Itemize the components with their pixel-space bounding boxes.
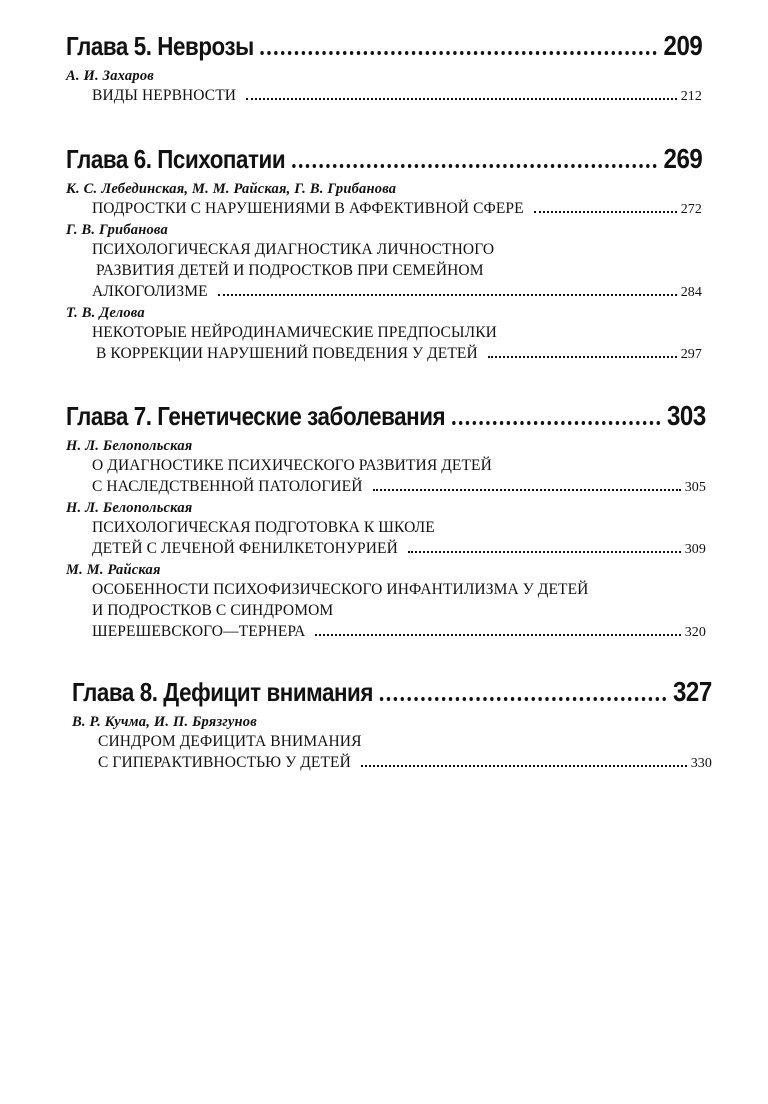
dot-leader — [292, 164, 657, 168]
toc-entry[interactable] — [92, 198, 702, 220]
dot-leader — [218, 294, 677, 296]
entry-title-line: С НАСЛЕДСТВЕННОЙ ПАТОЛОГИЕЙ — [92, 478, 363, 495]
dot-leader — [261, 51, 657, 55]
entry-title-line: РАЗВИТИЯ ДЕТЕЙ И ПОДРОСТКОВ ПРИ СЕМЕЙНОМ — [96, 262, 484, 279]
dot-leader — [380, 697, 666, 701]
toc-entry[interactable] — [98, 731, 712, 774]
dot-leader — [488, 356, 677, 358]
entry-author: М. М. Райская — [66, 562, 161, 578]
entry-title-line: СИНДРОМ ДЕФИЦИТА ВНИМАНИЯ — [98, 733, 362, 750]
entry-title-line: ОСОБЕННОСТИ ПСИХОФИЗИЧЕСКОГО ИНФАНТИЛИЗМА У ДЕТЕЙ — [92, 581, 589, 598]
entry-page: 305 — [684, 480, 706, 495]
entry-author: В. Р. Кучма, И. П. Брязгунов — [72, 714, 257, 730]
toc-entry[interactable] — [92, 322, 702, 365]
entry-page: 212 — [680, 89, 702, 104]
chapter-8 — [72, 676, 712, 774]
dot-leader — [361, 765, 687, 767]
chapter-5 — [66, 30, 702, 107]
entry-author: Т. В. Делова — [66, 305, 145, 321]
toc-entry[interactable] — [92, 85, 702, 107]
entry-page: 297 — [680, 347, 702, 362]
entry-page: 330 — [690, 756, 712, 771]
entry-author: Н. Л. Белопольская — [66, 500, 193, 516]
toc-entry[interactable] — [92, 579, 706, 643]
chapter-title: Глава 8. Дефицит внимания — [72, 677, 373, 707]
chapter-6 — [66, 143, 702, 365]
entry-page: 320 — [684, 625, 706, 640]
entry-page: 272 — [680, 202, 702, 217]
dot-leader — [373, 489, 681, 491]
toc-entry[interactable] — [92, 455, 706, 498]
chapter-heading[interactable] — [66, 400, 706, 432]
dot-leader — [315, 634, 680, 636]
entry-title-line: С ГИПЕРАКТИВНОСТЬЮ У ДЕТЕЙ — [98, 754, 351, 771]
chapter-7 — [66, 400, 706, 643]
chapter-page: 209 — [663, 30, 703, 61]
entry-title-line: В КОРРЕКЦИИ НАРУШЕНИЙ ПОВЕДЕНИЯ У ДЕТЕЙ — [96, 345, 478, 362]
dot-leader — [246, 98, 677, 100]
entry-title-line: ПОДРОСТКИ С НАРУШЕНИЯМИ В АФФЕКТИВНОЙ СФЕРЕ — [92, 200, 524, 217]
dot-leader — [452, 421, 660, 425]
chapter-heading[interactable] — [72, 676, 712, 708]
chapter-title: Глава 7. Генетические заболевания — [66, 401, 446, 431]
entry-title-line: О ДИАГНОСТИКЕ ПСИХИЧЕСКОГО РАЗВИТИЯ ДЕТЕЙ — [92, 457, 492, 474]
chapter-title: Глава 5. Неврозы — [66, 31, 254, 61]
entry-author: Г. В. Грибанова — [66, 222, 168, 238]
chapter-page: 269 — [663, 143, 703, 174]
chapter-page: 327 — [672, 676, 712, 707]
toc-entry[interactable] — [92, 517, 706, 560]
entry-title-line: АЛКОГОЛИЗМЕ — [92, 283, 208, 300]
entry-author: А. И. Захаров — [66, 68, 154, 84]
chapter-heading[interactable] — [66, 143, 702, 175]
entry-title-line: ШЕРЕШЕВСКОГО—ТЕРНЕРА — [92, 623, 306, 640]
chapter-heading[interactable] — [66, 30, 702, 62]
entry-title-line: ПСИХОЛОГИЧЕСКАЯ ДИАГНОСТИКА ЛИЧНОСТНОГО — [92, 241, 495, 258]
dot-leader — [408, 551, 681, 553]
entry-page: 309 — [684, 542, 706, 557]
entry-title-line: ПСИХОЛОГИЧЕСКАЯ ПОДГОТОВКА К ШКОЛЕ — [92, 519, 435, 536]
entry-author: Н. Л. Белопольская — [66, 438, 193, 454]
entry-title-line: ДЕТЕЙ С ЛЕЧЕНОЙ ФЕНИЛКЕТОНУРИЕЙ — [92, 540, 398, 557]
chapter-page: 303 — [666, 400, 706, 431]
entry-title-line: ВИДЫ НЕРВНОСТИ — [92, 87, 237, 104]
toc-entry[interactable] — [92, 239, 702, 303]
entry-author: К. С. Лебединская, М. М. Райская, Г. В. Грибанова — [66, 181, 397, 197]
entry-title-line: НЕКОТОРЫЕ НЕЙРОДИНАМИЧЕСКИЕ ПРЕДПОСЫЛКИ — [92, 324, 497, 341]
entry-title-line: И ПОДРОСТКОВ С СИНДРОМОМ — [92, 602, 334, 619]
chapter-title: Глава 6. Психопатии — [66, 144, 286, 174]
entry-page: 284 — [680, 285, 702, 300]
dot-leader — [534, 211, 677, 213]
